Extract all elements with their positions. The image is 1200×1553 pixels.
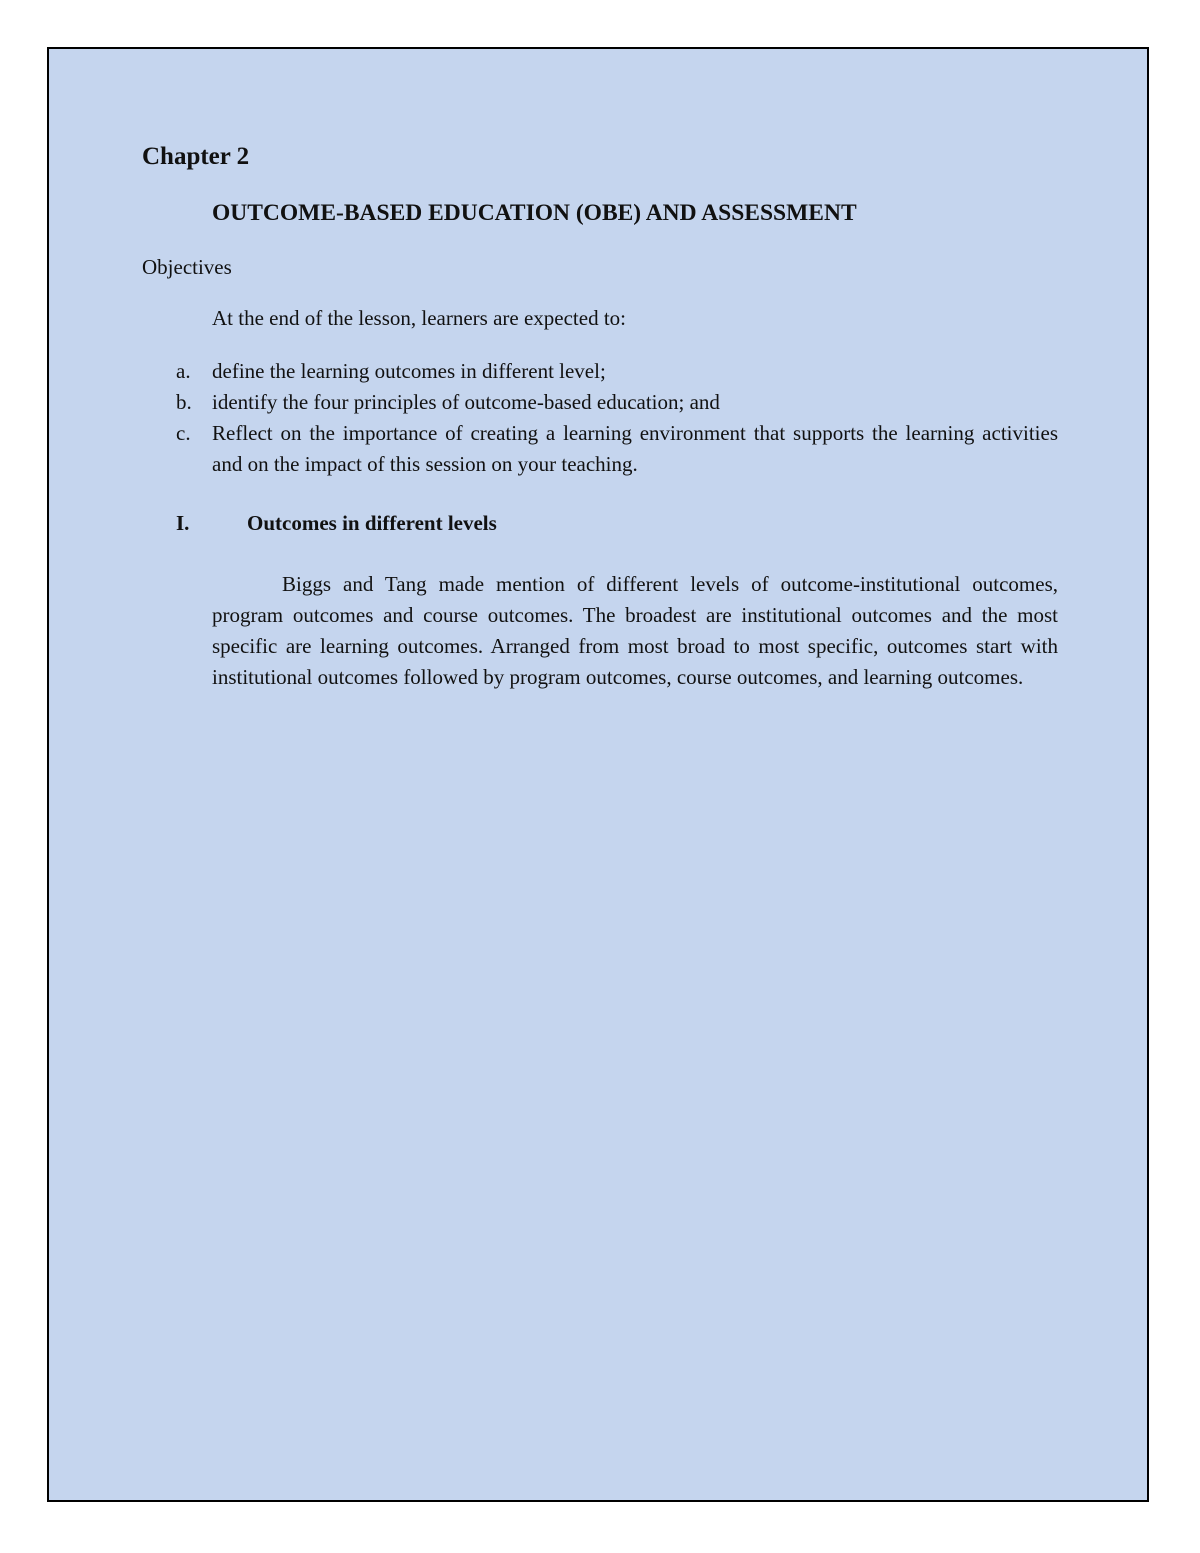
- list-marker: b.: [176, 390, 192, 414]
- objectives-list: [142, 356, 1058, 480]
- objective-item-c: [142, 418, 1058, 480]
- objectives-label: Objectives: [142, 255, 232, 279]
- objective-text: define the learning outcomes in different level;: [212, 359, 606, 383]
- objective-item-b: [142, 387, 1058, 418]
- chapter-heading: Chapter 2: [142, 143, 250, 170]
- section-paragraph: Biggs and Tang made mention of different levels of outcome-institutional outcomes, program outcomes and course outcomes. The broadest are institutional outcomes and the most specific are learning outcomes. Arranged from most broad to most specific, outcomes start with institutional outcomes followed by program outcomes, course outcomes, and learning outcomes.: [212, 572, 1058, 689]
- list-marker: a.: [176, 359, 191, 383]
- objective-text: Reflect on the importance of creating a learning environment that supports the learning activities and on the impact of this session on your teaching.: [212, 421, 1058, 476]
- section-number: I.: [176, 511, 190, 535]
- objectives-intro: At the end of the lesson, learners are expected to:: [212, 306, 627, 330]
- section-heading: [176, 511, 497, 536]
- section-title: Outcomes in different levels: [247, 511, 497, 535]
- document-title: OUTCOME-BASED EDUCATION (OBE) AND ASSESSMENT: [212, 200, 857, 226]
- list-marker: c.: [176, 421, 191, 445]
- objective-item-a: [142, 356, 1058, 387]
- objective-text: identify the four principles of outcome-based education; and: [212, 390, 720, 414]
